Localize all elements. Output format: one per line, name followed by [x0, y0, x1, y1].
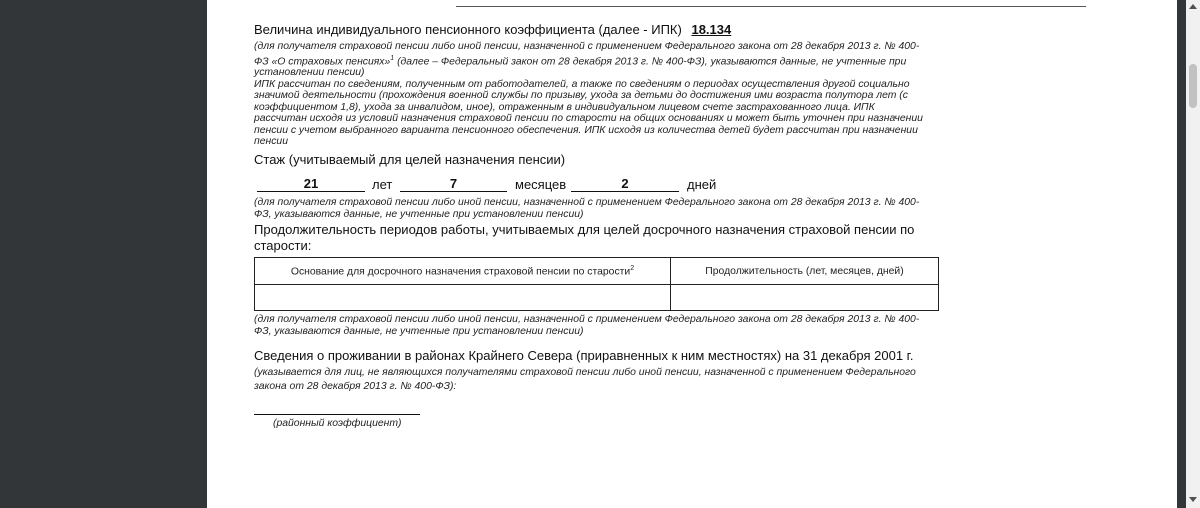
- coef-line: [254, 414, 420, 415]
- table-cell-duration: [671, 285, 939, 311]
- coef-label: (районный коэффициент): [273, 418, 402, 429]
- document-page: [207, 0, 1177, 508]
- table-header-duration: Продолжительность (лет, месяцев, дней): [671, 258, 939, 285]
- ipk-note-line: ИПК рассчитан по сведениям, полученным от работодателей, а также по сведениям о периодах осуществления другой социально: [254, 78, 910, 90]
- periods-label: [254, 222, 938, 254]
- table-cell-basis: [255, 285, 671, 311]
- scrollbar-thumb[interactable]: [1189, 64, 1197, 108]
- stazh-months-unit: месяцев: [515, 177, 567, 192]
- stazh-days-line: [571, 191, 679, 192]
- north-note-line: (указывается для лиц, не являющихся получателями страховой пенсии либо иной пенсии, назначенной с применением Федерального: [254, 367, 916, 378]
- ipk-label-text: Величина индивидуального пенсионного коэффициента (далее - ИПК): [254, 22, 682, 37]
- ipk-note-line: [254, 53, 938, 68]
- footnote-ref: 1: [390, 54, 395, 62]
- header-text: Основание для досрочного назначения страховой пенсии по старости: [290, 266, 631, 278]
- ipk-note: [254, 41, 938, 148]
- ipk-note-line: (для получателя страховой пенсии либо иной пенсии, назначенной с применением Федерального закона от 28 декабря 2013 г. № 400-: [254, 41, 920, 52]
- vertical-scrollbar[interactable]: [1186, 0, 1200, 508]
- periods-table: [254, 257, 939, 311]
- periods-label-line: Продолжительность периодов работы, учитываемых для целей досрочного назначения страховой пенсии по: [254, 222, 915, 237]
- ipk-note-line: рассчитан исходя из условий назначения страховой пенсии по старости на общих основаниях и может быть уточнен при назначении: [254, 113, 923, 125]
- stazh-note-line: ФЗ, указываются данные, не учтенные при установлении пенсии): [254, 208, 584, 220]
- ipk-value: 18.134: [691, 22, 732, 37]
- stazh-years-unit: лет: [372, 177, 393, 192]
- stazh-days-value: 2: [621, 176, 629, 191]
- periods-note-line: (для получателя страховой пенсии либо иной пенсии, назначенной с применением Федерального закона от 28 декабря 2013 г. № 400-: [254, 314, 920, 325]
- table-header-basis: [255, 258, 671, 285]
- periods-note-line: ФЗ, указываются данные, не учтенные при установлении пенсии): [254, 325, 584, 337]
- stazh-years-value: 21: [303, 176, 319, 191]
- footnote-ref: 2: [630, 264, 635, 272]
- ipk-note-part: (далее – Федеральный закон от 28 декабря 2013 г. № 400-ФЗ), указываются данные, не учтенные при: [394, 55, 907, 67]
- stazh-months-line: [400, 191, 507, 192]
- scroll-up-arrow-icon[interactable]: [1189, 4, 1197, 9]
- stazh-note: [254, 197, 938, 220]
- ipk-note-line: установлении пенсии): [254, 67, 365, 79]
- ipk-note-line: значимой деятельности (прохождения военной службы по призыву, ухода за детьми до достижения ими возраста полутора лет (с: [254, 90, 908, 102]
- periods-note: [254, 314, 938, 337]
- stazh-label: Стаж (учитываемый для целей назначения пенсии): [254, 152, 566, 167]
- north-note: [254, 366, 938, 394]
- north-label: Сведения о проживании в районах Крайнего Севера (приравненных к ним местностях) на 31 декабря 2001 г.: [254, 348, 914, 363]
- table-row: [255, 285, 939, 311]
- top-rule: [456, 6, 1086, 7]
- ipk-note-line: коэффициентом 1,8), ухода за инвалидом, иное), отраженным в индивидуальном лицевом счете застрахованного лица. ИПК: [254, 101, 875, 113]
- stazh-months-value: 7: [449, 176, 458, 191]
- stazh-note-line: (для получателя страховой пенсии либо иной пенсии, назначенной с применением Федерального закона от 28 декабря 2013 г. № 400-: [254, 197, 920, 208]
- ipk-note-line: пенсии: [254, 136, 288, 148]
- stazh-days-unit: дней: [687, 177, 717, 192]
- ipk-label: [254, 22, 731, 38]
- stazh-years-line: [257, 191, 365, 192]
- ipk-note-line: пенсии с учетом выбранного варианта пенсионного обеспечения. ИПК исходя из количества детей будет рассчитан при назначении: [254, 124, 918, 136]
- table-header-row: [255, 258, 939, 285]
- ipk-note-part: ФЗ «О страховых пенсиях»: [254, 55, 391, 67]
- scroll-down-arrow-icon[interactable]: [1189, 497, 1197, 502]
- periods-label-line: старости:: [254, 238, 312, 253]
- north-note-line: закона от 28 декабря 2013 г. № 400-ФЗ):: [254, 381, 457, 392]
